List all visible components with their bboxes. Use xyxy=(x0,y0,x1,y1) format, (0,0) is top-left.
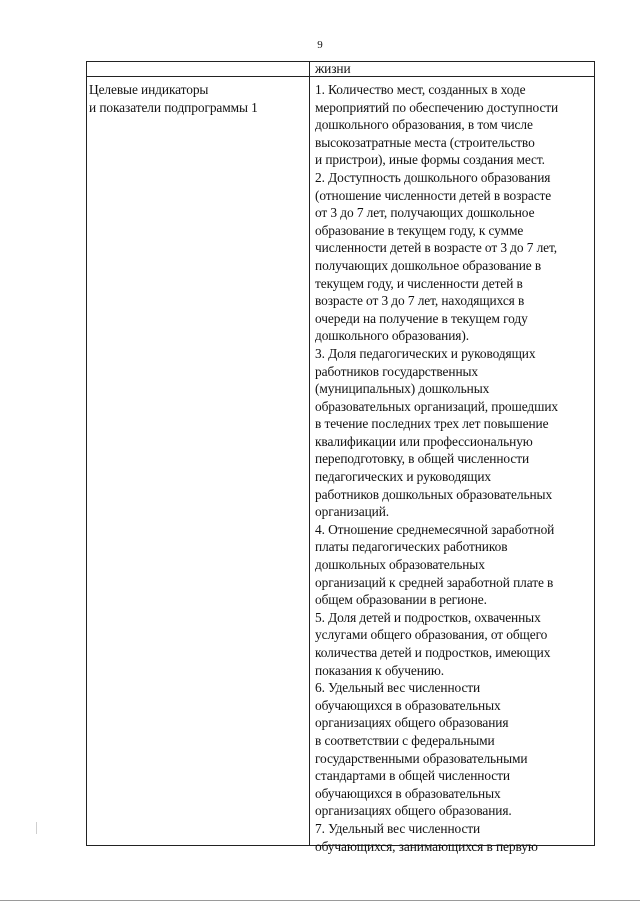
indicators-table xyxy=(86,61,595,854)
indicator-line: показания к обучению. xyxy=(315,662,444,678)
indicator-line: 2. Доступность дошкольного образования xyxy=(315,169,551,185)
indicator-line: 4. Отношение среднемесячной заработной xyxy=(315,521,555,537)
indicator-line: государственными образовательными xyxy=(315,750,528,766)
indicator-line: 1. Количество мест, созданных в ходе xyxy=(315,82,526,97)
indicator-line: 6. Удельный вес численности xyxy=(315,680,481,696)
indicator-line: обучающихся, занимающихся в первую xyxy=(315,838,538,854)
indicator-line: работников дошкольных образовательных xyxy=(315,486,553,502)
scan-edge-mark xyxy=(36,822,37,834)
indicators-label-cell xyxy=(89,81,305,116)
indicator-line: организациях общего образования. xyxy=(315,803,512,819)
indicator-line: работников государственных xyxy=(315,363,479,379)
column-divider xyxy=(309,62,310,845)
indicator-line: получающих дошкольное образование в xyxy=(315,257,542,273)
indicator-line: 5. Доля детей и подростков, охваченных xyxy=(315,609,541,625)
indicator-line: высокозатратные места (строительство xyxy=(315,134,535,150)
indicator-line: дошкольных образовательных xyxy=(315,557,485,573)
page-number: 9 xyxy=(317,39,323,51)
indicator-line: педагогических и руководящих xyxy=(315,469,492,485)
indicator-line: стандартами в общей численности xyxy=(315,768,510,784)
indicator-line: организаций к средней заработной плате в xyxy=(315,574,554,590)
indicator-line: численности детей в возрасте от 3 до 7 лет, xyxy=(315,240,557,256)
indicator-line: обучающихся в образовательных xyxy=(315,785,501,801)
previous-row-continuation: жизни xyxy=(315,61,351,76)
indicator-line: квалификации или профессиональную xyxy=(315,433,533,449)
indicator-line: 3. Доля педагогических и руководящих xyxy=(315,345,536,361)
label-line: и показатели подпрограммы 1 xyxy=(89,99,258,115)
indicator-line: количества детей и подростков, имеющих xyxy=(315,645,551,660)
indicator-line: и пристрои), иные формы создания мест. xyxy=(315,152,545,168)
row-divider xyxy=(87,76,594,77)
indicator-line: текущем году, и численности детей в xyxy=(315,275,523,291)
indicator-line: возрасте от 3 до 7 лет, находящихся в xyxy=(315,293,525,309)
indicator-line: дошкольного образования, в том числе xyxy=(315,117,533,133)
indicator-line: организациях общего образования xyxy=(315,715,509,731)
indicator-line: мероприятий по обеспечению доступности xyxy=(315,99,559,115)
indicator-line: организаций. xyxy=(315,504,390,520)
indicator-line: платы педагогических работников xyxy=(315,539,508,555)
indicator-line: обучающихся в образовательных xyxy=(315,697,501,713)
indicator-line: образование в текущем году, к сумме xyxy=(315,222,524,238)
indicator-line: переподготовку, в общей численности xyxy=(315,451,530,467)
indicator-line: очереди на получение в текущем году xyxy=(315,310,528,326)
indicators-list-cell xyxy=(315,81,595,855)
indicator-line: образовательных организаций, прошедших xyxy=(315,398,558,414)
indicator-line: (отношение численности детей в возрасте xyxy=(315,187,552,203)
indicator-line: общем образовании в регионе. xyxy=(315,592,487,608)
label-line: Целевые индикаторы xyxy=(89,82,209,97)
indicator-line: в течение последних трех лет повышение xyxy=(315,416,549,432)
indicator-line: дошкольного образования). xyxy=(315,328,469,344)
page-bottom-edge xyxy=(0,900,640,901)
indicator-line: (муниципальных) дошкольных xyxy=(315,381,490,397)
indicator-line: от 3 до 7 лет, получающих дошкольное xyxy=(315,205,535,221)
indicator-line: в соответствии с федеральными xyxy=(315,732,495,748)
indicator-line: услугами общего образования, от общего xyxy=(315,627,548,643)
indicator-line: 7. Удельный вес численности xyxy=(315,820,481,836)
